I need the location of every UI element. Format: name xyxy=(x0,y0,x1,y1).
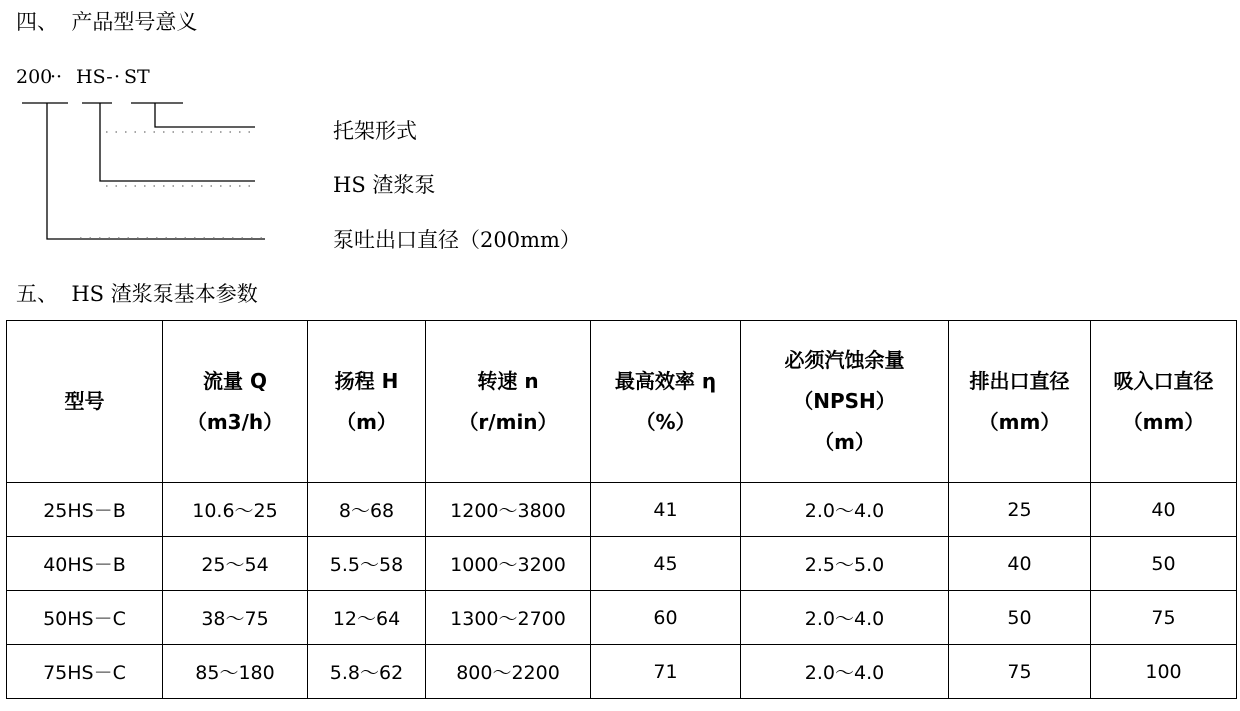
header-inlet-diameter: 吸入口直径 （mm） xyxy=(1091,321,1237,483)
cell-inlet-diameter: 40 xyxy=(1091,483,1237,537)
leader-outlet-diameter xyxy=(47,103,265,239)
cell-model: 50HS－C xyxy=(7,591,163,645)
leader-pump-type xyxy=(100,103,255,181)
parameter-table xyxy=(6,320,1237,699)
cell-head: 12～64 xyxy=(308,591,426,645)
cell-head: 8～68 xyxy=(308,483,426,537)
header-efficiency: 最高效率 η （%） xyxy=(591,321,741,483)
cell-inlet-diameter: 100 xyxy=(1091,645,1237,699)
model-code-separator: · xyxy=(114,66,121,88)
table-row xyxy=(7,591,1237,645)
cell-npsh: 2.0～4.0 xyxy=(741,483,949,537)
model-code-part-size: 200 xyxy=(16,66,53,88)
cell-outlet-diameter: 50 xyxy=(949,591,1091,645)
explanation-outlet-diameter: 泵吐出口直径（200mm） xyxy=(333,228,581,252)
cell-model: 75HS－C xyxy=(7,645,163,699)
header-outlet-diameter: 排出口直径 （mm） xyxy=(949,321,1091,483)
header-speed: 转速 n （r/min） xyxy=(426,321,591,483)
model-code-part-bracket: ST xyxy=(124,66,150,88)
model-code-diagram xyxy=(0,95,320,255)
section-title-model-meaning: 四、 产品型号意义 xyxy=(16,10,198,34)
section-title-basic-params: 五、 HS 渣浆泵基本参数 xyxy=(16,282,258,306)
explanation-bracket: 托架形式 xyxy=(333,119,417,143)
cell-efficiency: 71 xyxy=(591,645,741,699)
cell-speed: 1300～2700 xyxy=(426,591,591,645)
cell-efficiency: 60 xyxy=(591,591,741,645)
cell-speed: 1000～3200 xyxy=(426,537,591,591)
cell-outlet-diameter: 40 xyxy=(949,537,1091,591)
table-header-row xyxy=(7,321,1237,483)
header-npsh: 必须汽蚀余量 （NPSH） （m） xyxy=(741,321,949,483)
header-model: 型号 xyxy=(7,321,163,483)
cell-efficiency: 41 xyxy=(591,483,741,537)
table-row xyxy=(7,645,1237,699)
model-code-separator: ·· xyxy=(50,66,63,88)
table-row xyxy=(7,537,1237,591)
cell-outlet-diameter: 75 xyxy=(949,645,1091,699)
cell-flow: 10.6～25 xyxy=(163,483,308,537)
header-head: 扬程 H （m） xyxy=(308,321,426,483)
cell-efficiency: 45 xyxy=(591,537,741,591)
cell-inlet-diameter: 75 xyxy=(1091,591,1237,645)
cell-inlet-diameter: 50 xyxy=(1091,537,1237,591)
cell-head: 5.5～58 xyxy=(308,537,426,591)
cell-outlet-diameter: 25 xyxy=(949,483,1091,537)
cell-flow: 85～180 xyxy=(163,645,308,699)
model-code-part-type: HS- xyxy=(76,66,113,88)
cell-npsh: 2.0～4.0 xyxy=(741,645,949,699)
cell-flow: 38～75 xyxy=(163,591,308,645)
cell-speed: 800～2200 xyxy=(426,645,591,699)
cell-speed: 1200～3800 xyxy=(426,483,591,537)
cell-model: 40HS－B xyxy=(7,537,163,591)
cell-head: 5.8～62 xyxy=(308,645,426,699)
cell-model: 25HS－B xyxy=(7,483,163,537)
header-flow: 流量 Q （m3/h） xyxy=(163,321,308,483)
cell-flow: 25～54 xyxy=(163,537,308,591)
leader-bracket xyxy=(155,103,255,127)
table-row xyxy=(7,483,1237,537)
cell-npsh: 2.0～4.0 xyxy=(741,591,949,645)
explanation-pump-type: HS 渣浆泵 xyxy=(333,173,436,197)
cell-npsh: 2.5～5.0 xyxy=(741,537,949,591)
